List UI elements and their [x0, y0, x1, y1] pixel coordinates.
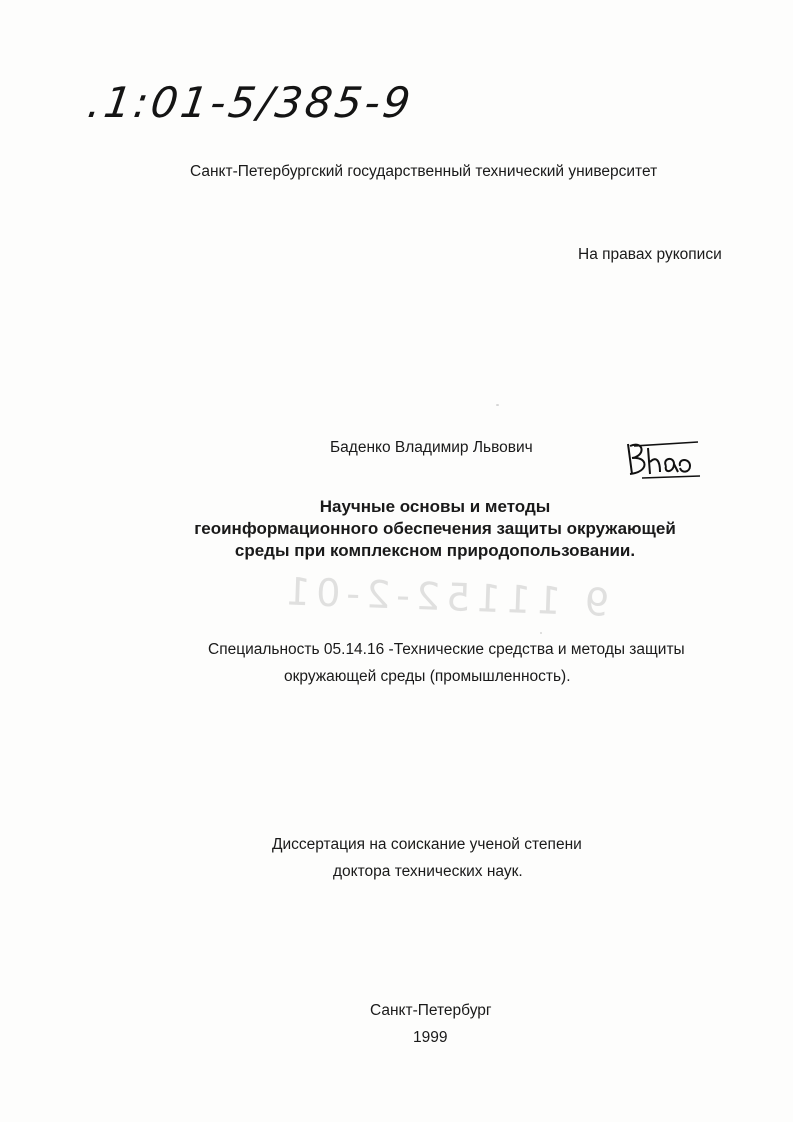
signature-image: [622, 438, 704, 482]
scan-speck: [540, 632, 542, 634]
author-name: Баденко Владимир Львович: [330, 439, 533, 456]
bleed-through-stamp: 9 11152-2-01: [279, 569, 610, 625]
specialty-line-2: окружающей среды (промышленность).: [284, 668, 571, 685]
specialty-line-1: Специальность 05.14.16 -Технические средства и методы защиты: [208, 641, 685, 658]
rights-notice: На правах рукописи: [578, 246, 722, 263]
year: 1999: [413, 1029, 448, 1046]
thesis-title-line-1: Научные основы и методы: [319, 497, 551, 516]
thesis-title-line-2: геоинформационного обеспечения защиты окружающей: [194, 519, 676, 538]
thesis-title-line-3: среды при комплексном природопользовании.: [234, 541, 636, 560]
city: Санкт-Петербург: [370, 1002, 492, 1019]
archive-number: .1:01-5/385-9: [84, 78, 417, 127]
university-name: Санкт-Петербургский государственный технический университет: [190, 163, 658, 180]
dissertation-line-2: доктора технических наук.: [333, 863, 523, 880]
dissertation-line-1: Диссертация на соискание ученой степени: [272, 836, 582, 853]
scan-speck: [496, 404, 499, 406]
